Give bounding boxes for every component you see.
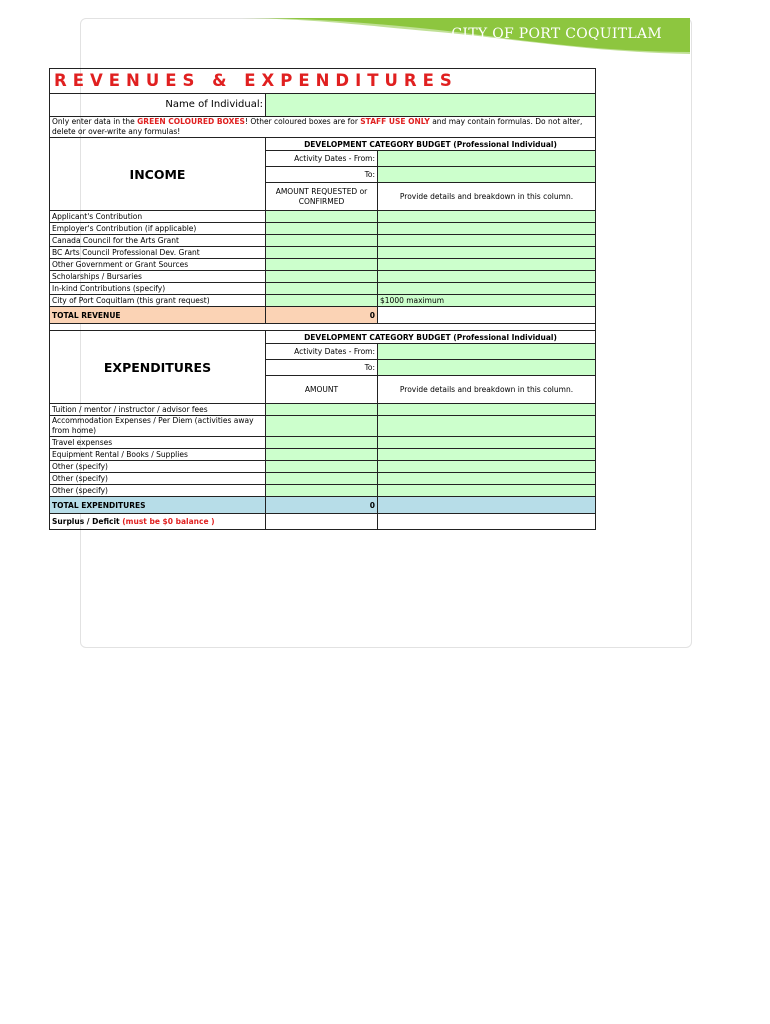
expenditure-row-label: Tuition / mentor / instructor / advisor fees [50, 404, 266, 416]
expenditure-row-label: Accommodation Expenses / Per Diem (activities away from home) [50, 416, 266, 437]
expenditure-row-label: Other (specify) [50, 461, 266, 473]
expenditure-row-details-input[interactable] [378, 437, 596, 449]
total-revenue-blank [378, 307, 596, 324]
income-row [50, 211, 596, 223]
income-row-amount-input[interactable] [266, 283, 378, 295]
surplus-deficit-label [50, 514, 266, 530]
city-name: CITY OF PORT COQUITLAM [451, 26, 662, 42]
income-row-label: In-kind Contributions (specify) [50, 283, 266, 295]
income-row-amount-input[interactable] [266, 271, 378, 283]
expenditure-row-label: Other (specify) [50, 485, 266, 497]
expenditure-row-label: Travel expenses [50, 437, 266, 449]
expenditure-row [50, 473, 596, 485]
instructions-part2: ! Other coloured boxes are for [244, 117, 361, 126]
instructions-part3: and may contain formulas. Do not alter, delete or over-write any formulas! [52, 117, 583, 136]
income-row [50, 295, 596, 307]
income-activity-from-label: Activity Dates - From: [266, 151, 378, 167]
expenditure-row-amount-input[interactable] [266, 416, 378, 437]
expenditure-row-amount-input[interactable] [266, 404, 378, 416]
income-row-amount-input[interactable] [266, 295, 378, 307]
total-expenditures-blank [378, 497, 596, 514]
income-row-label: Scholarships / Bursaries [50, 271, 266, 283]
income-activity-from-input[interactable] [378, 151, 596, 167]
expenditures-heading: EXPENDITURES [50, 331, 266, 404]
income-row-amount-input[interactable] [266, 211, 378, 223]
income-row-label: Other Government or Grant Sources [50, 259, 266, 271]
expenditure-row-amount-input[interactable] [266, 437, 378, 449]
income-row-amount-input[interactable] [266, 235, 378, 247]
total-expenditures-value: 0 [266, 497, 378, 514]
expenditure-row [50, 461, 596, 473]
expenditure-row-amount-input[interactable] [266, 461, 378, 473]
expenditure-row-label: Other (specify) [50, 473, 266, 485]
name-input[interactable] [266, 94, 596, 117]
income-row-details-input[interactable]: $1000 maximum [378, 295, 596, 307]
income-budget-header: DEVELOPMENT CATEGORY BUDGET (Professional Individual) [266, 138, 596, 151]
expenditures-activity-from-input[interactable] [378, 344, 596, 360]
expenditures-activity-from-label: Activity Dates - From: [266, 344, 378, 360]
expenditure-row [50, 449, 596, 461]
form-title: REVENUES & EXPENDITURES [50, 69, 596, 94]
income-row [50, 223, 596, 235]
expenditure-row [50, 437, 596, 449]
total-expenditures-label: TOTAL EXPENDITURES [50, 497, 266, 514]
total-revenue-label: TOTAL REVENUE [50, 307, 266, 324]
expenditure-row-amount-input[interactable] [266, 485, 378, 497]
spacer-row [50, 324, 596, 331]
total-revenue-value: 0 [266, 307, 378, 324]
expenditure-row [50, 404, 596, 416]
instructions-staff-use: STAFF USE ONLY [360, 117, 430, 126]
income-row-label: Applicant's Contribution [50, 211, 266, 223]
income-row-details-input[interactable] [378, 283, 596, 295]
expenditure-row-amount-input[interactable] [266, 449, 378, 461]
expenditure-row-label: Equipment Rental / Books / Supplies [50, 449, 266, 461]
name-label: Name of Individual: [50, 94, 266, 117]
income-row-amount-input[interactable] [266, 259, 378, 271]
expenditure-row-details-input[interactable] [378, 485, 596, 497]
income-row-details-input[interactable] [378, 259, 596, 271]
income-row [50, 283, 596, 295]
income-row-details-input[interactable] [378, 247, 596, 259]
expenditure-row-details-input[interactable] [378, 404, 596, 416]
income-row-label: BC Arts Council Professional Dev. Grant [50, 247, 266, 259]
budget-sheet [49, 68, 596, 530]
surplus-deficit-text: Surplus / Deficit [52, 517, 120, 526]
instructions-green-boxes: GREEN COLOURED BOXES [137, 117, 245, 126]
expenditure-row-details-input[interactable] [378, 449, 596, 461]
expenditures-activity-to-input[interactable] [378, 360, 596, 376]
income-heading: INCOME [50, 138, 266, 211]
city-banner [228, 18, 690, 54]
income-row [50, 247, 596, 259]
income-details-header: Provide details and breakdown in this column. [378, 183, 596, 211]
expenditures-amount-header: AMOUNT [266, 376, 378, 404]
expenditures-budget-header: DEVELOPMENT CATEGORY BUDGET (Professional Individual) [266, 331, 596, 344]
income-activity-to-input[interactable] [378, 167, 596, 183]
income-row-label: Employer's Contribution (if applicable) [50, 223, 266, 235]
income-row [50, 271, 596, 283]
surplus-deficit-note: (must be $0 balance ) [122, 517, 215, 526]
income-row [50, 235, 596, 247]
surplus-deficit-value [266, 514, 378, 530]
expenditure-row-details-input[interactable] [378, 416, 596, 437]
surplus-deficit-blank [378, 514, 596, 530]
expenditure-row-details-input[interactable] [378, 461, 596, 473]
income-row-amount-input[interactable] [266, 247, 378, 259]
expenditure-rows [50, 404, 596, 497]
income-amount-header: AMOUNT REQUESTED or CONFIRMED [266, 183, 378, 211]
income-row-label: City of Port Coquitlam (this grant request) [50, 295, 266, 307]
income-row-details-input[interactable] [378, 235, 596, 247]
income-row-amount-input[interactable] [266, 223, 378, 235]
income-rows [50, 211, 596, 307]
income-activity-to-label: To: [266, 167, 378, 183]
expenditure-row [50, 416, 596, 437]
instructions [50, 117, 596, 138]
expenditures-details-header: Provide details and breakdown in this column. [378, 376, 596, 404]
income-row-label: Canada Council for the Arts Grant [50, 235, 266, 247]
income-row-details-input[interactable] [378, 223, 596, 235]
expenditures-activity-to-label: To: [266, 360, 378, 376]
instructions-part1: Only enter data in the [52, 117, 138, 126]
income-row [50, 259, 596, 271]
expenditure-row-amount-input[interactable] [266, 473, 378, 485]
income-row-details-input[interactable] [378, 211, 596, 223]
income-row-details-input[interactable] [378, 271, 596, 283]
expenditure-row [50, 485, 596, 497]
expenditure-row-details-input[interactable] [378, 473, 596, 485]
